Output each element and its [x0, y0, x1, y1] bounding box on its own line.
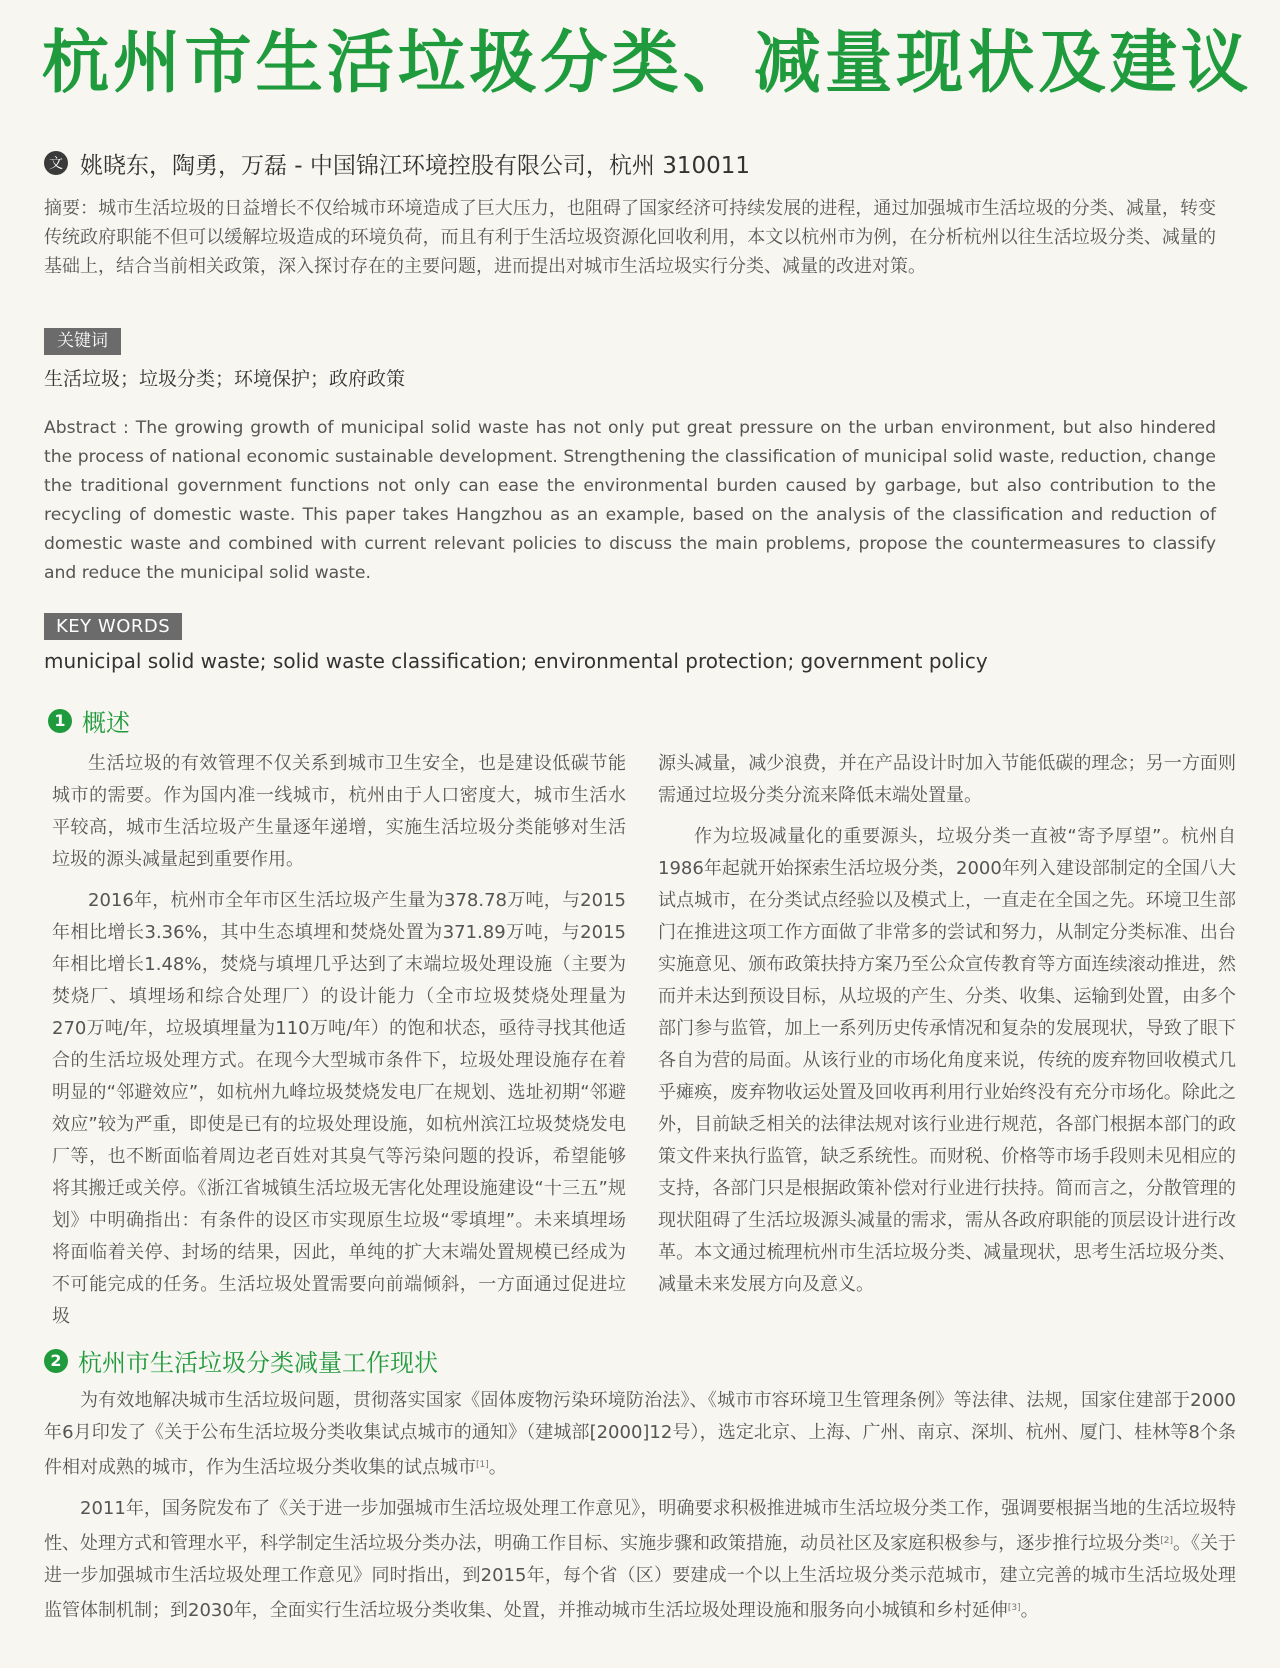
- article-title: 杭州市生活垃圾分类、减量现状及建议: [42, 24, 1253, 103]
- paragraph: 2011年，国务院发布了《关于进一步加强城市生活垃圾处理工作意见》，明确要求积极推进城市生活垃圾分类工作，强调要根据当地的生活垃圾特性、处理方式和管理水平，科学制定生活垃圾分类办法，明确工作目标、实施步骤和政策措施，动员社区及家庭积极参与，逐步推行垃圾分类[2]。《关于进一步加强城市生活垃圾处理工作意见》同时指出，到2015年，每个省（区）要建成一个以上生活垃圾分类示范城市，建立完善的城市生活垃圾处理监管体制机制；到2030年，全面实行生活垃圾分类收集、处置，并推动城市生活垃圾处理设施和服务向小城镇和乡村延伸[3]。: [44, 1498, 1236, 1621]
- section-1-left-column: [52, 748, 626, 1333]
- section-2-heading: [44, 1343, 438, 1378]
- keywords-en: municipal solid waste; solid waste classification; environmental protection; government policy: [44, 649, 988, 673]
- author-line: [44, 148, 750, 178]
- section-1-right-column: [658, 748, 1236, 1301]
- abstract-english: Abstract : The growing growth of municipal solid waste has not only put great pressure on the urban environment, but also hindered the process of national economic sustainable development. Strengthening the classification of municipal solid waste, reduction, change the traditional government functions not only can ease the environmental burden caused by garbage, but also contribution to the recycling of domestic waste. This paper takes Hangzhou as an example, based on the analysis of the classification and reduction of domestic waste and combined with current relevant policies to discuss the main problems, propose the countermeasures to classify and reduce the municipal solid waste.: [44, 418, 1216, 583]
- author-text: 姚晓东，陶勇，万磊 - 中国锦江环境控股有限公司，杭州 310011: [80, 152, 751, 179]
- abstract-chinese: 摘要：城市生活垃圾的日益增长不仅给城市环境造成了巨大压力，也阻碍了国家经济可持续发展的进程，通过加强城市生活垃圾的分类、减量，转变传统政府职能不但可以缓解垃圾造成的环境负荷，而且有利于生活垃圾资源化回收利用，本文以杭州市为例，在分析杭州以往生活垃圾分类、减量的基础上，结合当前相关政策，深入探讨存在的主要问题，进而提出对城市生活垃圾实行分类、减量的改进对策。: [44, 198, 1216, 277]
- citation[interactable]: [2]: [1160, 1536, 1173, 1546]
- keywords-label-en: KEY WORDS: [44, 613, 182, 640]
- citation[interactable]: [1]: [476, 1460, 489, 1470]
- wen-badge-icon: 文: [44, 151, 68, 175]
- paragraph: 2016年，杭州市全年市区生活垃圾产生量为378.78万吨，与2015年相比增长3.36%，其中生态填埋和焚烧处置为371.89万吨，与2015年相比增长1.48%，焚烧与填埋几乎达到了末端垃圾处理设施（主要为焚烧厂、填埋场和综合处理厂）的设计能力（全市垃圾焚烧处理量为270万吨/年，垃圾填埋量为110万吨/年）的饱和状态，亟待寻找其他适合的生活垃圾处理方式。在现今大型城市条件下，垃圾处理设施存在着明显的“邻避效应”，如杭州九峰垃圾焚烧发电厂在规划、选址初期“邻避效应”较为严重，即使是已有的垃圾处理设施，如杭州滨江垃圾焚烧发电厂等，也不断面临着周边老百姓对其臭气等污染问题的投诉，希望能够将其搬迁或关停。《浙江省城镇生活垃圾无害化处理设施建设“十三五”规划》中明确指出：有条件的设区市实现原生垃圾“零填埋”。未来填埋场将面临着关停、封场的结果，因此，单纯的扩大末端处置规模已经成为不可能完成的任务。生活垃圾处置需要向前端倾斜，一方面通过促进垃圾: [52, 890, 626, 1327]
- section-2-number: 2: [44, 1349, 68, 1373]
- keywords-cn: 生活垃圾；垃圾分类；环境保护；政府政策: [44, 368, 406, 390]
- paragraph: 生活垃圾的有效管理不仅关系到城市卫生安全，也是建设低碳节能城市的需要。作为国内准一线城市，杭州由于人口密度大，城市生活水平较高，城市生活垃圾产生量逐年递增，实施生活垃圾分类能够对生活垃圾的源头减量起到重要作用。: [52, 753, 626, 870]
- section-2-body: [44, 1385, 1236, 1627]
- section-1-title: 概述: [82, 709, 130, 737]
- keywords-label-cn: 关键词: [44, 328, 121, 355]
- paragraph: 作为垃圾减量化的重要源头，垃圾分类一直被“寄予厚望”。杭州自1986年起就开始探索生活垃圾分类，2000年列入建设部制定的全国八大试点城市，在分类试点经验以及模式上，一直走在全国之先。环境卫生部门在推进这项工作方面做了非常多的尝试和努力，从制定分类标准、出台实施意见、颁布政策扶持方案乃至公众宣传教育等方面连续滚动推进，然而并未达到预设目标，从垃圾的产生、分类、收集、运输到处置，由多个部门参与监管，加上一系列历史传承情况和复杂的发展现状，导致了眼下各自为营的局面。从该行业的市场化角度来说，传统的废弃物回收模式几乎瘫痪，废弃物收运处置及回收再利用行业始终没有充分市场化。除此之外，目前缺乏相关的法律法规对该行业进行规范，各部门根据本部门的政策文件来执行监管，缺乏系统性。而财税、价格等市场手段则未见相应的支持，各部门只是根据政策补偿对行业进行扶持。简而言之，分散管理的现状阻碍了生活垃圾源头减量的需求，需从各政府职能的顶层设计进行改革。本文通过梳理杭州市生活垃圾分类、减量现状，思考生活垃圾分类、减量未来发展方向及意义。: [658, 826, 1236, 1295]
- section-1-heading: [48, 703, 130, 738]
- paragraph: 源头减量，减少浪费，并在产品设计时加入节能低碳的理念；另一方面则需通过垃圾分类分流来降低末端处置量。: [658, 753, 1236, 806]
- section-1-number: 1: [48, 709, 72, 733]
- citation[interactable]: [3]: [1007, 1603, 1021, 1613]
- paragraph: 为有效地解决城市生活垃圾问题，贯彻落实国家《固体废物污染环境防治法》、《城市市容环境卫生管理条例》等法律、法规，国家住建部于2000年6月印发了《关于公布生活垃圾分类收集试点城市的通知》（建城部[2000]12号），选定北京、上海、广州、南京、深圳、杭州、厦门、桂林等8个条件相对成熟的城市，作为生活垃圾分类收集的试点城市[1]。: [44, 1390, 1236, 1478]
- section-2-title: 杭州市生活垃圾分类减量工作现状: [78, 1349, 438, 1377]
